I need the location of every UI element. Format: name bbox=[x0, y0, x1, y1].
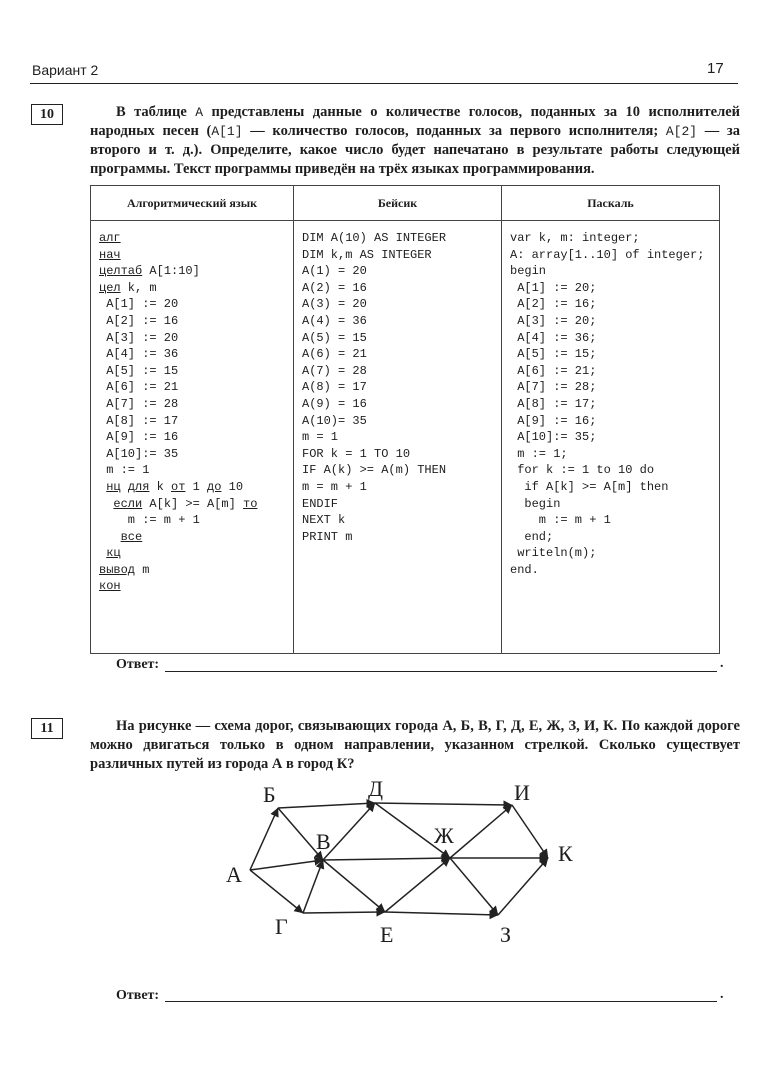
algorithmic-code-line: m := m + 1 bbox=[99, 513, 200, 528]
q10-answer-dot: . bbox=[720, 656, 724, 671]
pascal-code-line: A[5] := 15; bbox=[510, 347, 597, 362]
algorithmic-code-line: A[3] := 20 bbox=[99, 330, 179, 345]
q11-answer-line[interactable] bbox=[165, 1001, 717, 1002]
pascal-code-line: A[9] := 16; bbox=[510, 413, 597, 428]
pascal-code-line: end; bbox=[510, 529, 554, 544]
algorithmic-code-line: цел k, m bbox=[99, 280, 157, 295]
page-number: 17 bbox=[707, 60, 724, 77]
question-10-number: 10 bbox=[31, 104, 63, 125]
algorithmic-code-line: A[6] := 21 bbox=[99, 380, 179, 395]
algorithmic-code-line: целтаб A[1:10] bbox=[99, 264, 200, 279]
road-a-b bbox=[250, 808, 278, 870]
algorithmic-code-line: нц для k от 1 до 10 bbox=[106, 479, 244, 494]
algorithmic-code-line: алг bbox=[99, 231, 121, 245]
pascal-code-line: A[2] := 16; bbox=[510, 297, 597, 312]
basic-code-line: DIM A(10) AS INTEGER bbox=[302, 231, 447, 245]
city-zh: Ж bbox=[434, 823, 454, 848]
algorithmic-code-line: кон bbox=[99, 579, 121, 594]
q10-answer-label: Ответ: bbox=[116, 657, 160, 672]
q11-answer-label: Ответ: bbox=[116, 988, 160, 1003]
road-i-k bbox=[512, 805, 548, 858]
q10-text-1: В таблице bbox=[116, 104, 196, 120]
basic-code-line: A(10)= 35 bbox=[302, 413, 367, 428]
q10-array-a1: A[1] bbox=[211, 124, 243, 139]
basic-code-line: NEXT k bbox=[302, 513, 346, 528]
col-header-basic: Бейсик bbox=[294, 186, 502, 221]
road-zh-i bbox=[450, 805, 512, 858]
basic-code-line: A(5) = 15 bbox=[302, 330, 367, 345]
algorithmic-code-line: A[2] := 16 bbox=[99, 313, 179, 328]
question-11-number: 11 bbox=[31, 718, 63, 739]
city-z: З bbox=[500, 922, 512, 947]
pascal-code-line: writeln(m); bbox=[510, 546, 597, 561]
city-b: Б bbox=[263, 782, 276, 807]
pascal-code-line: for k := 1 to 10 do bbox=[510, 463, 655, 478]
q10-text-3: — количество голосов, поданных за первого исполнителя; bbox=[242, 123, 666, 139]
city-k: К bbox=[558, 841, 573, 866]
road-g-v bbox=[303, 860, 323, 913]
basic-code-line: A(4) = 36 bbox=[302, 313, 367, 328]
algorithmic-code-line: нач bbox=[99, 247, 121, 262]
algorithmic-code-line: все bbox=[120, 529, 143, 544]
question-11-text: На рисунке — схема дорог, связывающих города А, Б, В, Г, Д, Е, Ж, З, И, К. По каждой дороге можно двигаться только в одном направлении, указанном стрелкой. Сколько существует различных путей из города А в город К? bbox=[90, 718, 740, 772]
road-e-zh bbox=[385, 858, 450, 912]
city-v: В bbox=[316, 829, 331, 854]
road-v-e bbox=[323, 860, 385, 912]
pascal-code-line: begin bbox=[510, 496, 561, 511]
city-g: Г bbox=[275, 914, 288, 939]
algorithmic-code-line: A[5] := 15 bbox=[99, 363, 179, 378]
pascal-code-line: A[7] := 28; bbox=[510, 380, 597, 395]
basic-code-line: PRINT m bbox=[302, 529, 353, 544]
col-header-pascal: Паскаль bbox=[502, 186, 720, 221]
q10-text-4: — за второго и т. д.). Определите, какое число будет напечатано в результате работы следующей программы. Текст программы приведён на трёх языках программирования. bbox=[90, 123, 741, 177]
basic-code-line: A(6) = 21 bbox=[302, 347, 367, 362]
pascal-code-line: A[6] := 21; bbox=[510, 363, 597, 378]
algorithmic-code-line: если A[k] >= A[m] то bbox=[113, 496, 258, 511]
basic-code-line: A(1) = 20 bbox=[302, 264, 367, 279]
road-b-d bbox=[278, 803, 375, 808]
road-g-e bbox=[303, 912, 385, 913]
road-e-z bbox=[385, 912, 498, 915]
basic-code-line: A(9) = 16 bbox=[302, 396, 367, 411]
pascal-code-line: if A[k] >= A[m] then bbox=[510, 479, 669, 494]
basic-code-line: A(8) = 17 bbox=[302, 380, 367, 395]
pascal-code-line: m := m + 1 bbox=[510, 513, 611, 528]
city-i: И bbox=[514, 780, 530, 805]
header-variant: Вариант 2 bbox=[32, 62, 99, 78]
pascal-code-line: m := 1; bbox=[510, 446, 568, 461]
city-a: А bbox=[226, 862, 242, 887]
algorithmic-code-line: m := 1 bbox=[99, 463, 150, 478]
pascal-code-line: A[10]:= 35; bbox=[510, 430, 597, 445]
col-header-algorithmic: Алгоритмический язык bbox=[91, 186, 294, 221]
algorithmic-code-line: A[1] := 20 bbox=[99, 297, 179, 312]
q10-array-name: A bbox=[195, 105, 204, 120]
basic-code-line: A(7) = 28 bbox=[302, 363, 367, 378]
basic-code-line: m = 1 bbox=[302, 430, 339, 445]
basic-code-line: FOR k = 1 TO 10 bbox=[302, 446, 411, 461]
road-a-g bbox=[250, 870, 303, 913]
road-v-zh bbox=[323, 858, 450, 860]
basic-code-line: m = m + 1 bbox=[302, 479, 367, 494]
algorithmic-code-line: A[8] := 17 bbox=[99, 413, 179, 428]
pascal-code-line: A[1] := 20; bbox=[510, 280, 597, 295]
algorithmic-code-line: вывод m bbox=[99, 562, 150, 577]
city-e: Е bbox=[380, 922, 394, 947]
basic-code-line: IF A(k) >= A(m) THEN bbox=[302, 463, 447, 478]
road-v-d bbox=[323, 803, 375, 860]
road-a-v bbox=[250, 860, 323, 870]
algorithmic-code-line: A[10]:= 35 bbox=[99, 446, 179, 461]
road-d-i bbox=[375, 803, 512, 805]
pascal-code-line: A[8] := 17; bbox=[510, 396, 597, 411]
road-zh-z bbox=[450, 858, 498, 915]
algorithmic-code-line: кц bbox=[106, 546, 121, 561]
q10-array-a2: A[2] bbox=[665, 124, 698, 139]
pascal-code-line: begin bbox=[510, 264, 547, 279]
road-z-k bbox=[498, 858, 548, 915]
city-d: Д bbox=[368, 776, 384, 801]
basic-code-line: DIM k,m AS INTEGER bbox=[302, 247, 432, 262]
q11-answer-dot: . bbox=[720, 987, 724, 1002]
pascal-code-line: A: array[1..10] of integer; bbox=[510, 247, 705, 262]
basic-code-line: ENDIF bbox=[302, 496, 339, 511]
basic-code-line: A(3) = 20 bbox=[302, 297, 367, 312]
basic-code-line: A(2) = 16 bbox=[302, 280, 367, 295]
pascal-code-line: A[4] := 36; bbox=[510, 330, 597, 345]
algorithmic-code-line: A[9] := 16 bbox=[99, 430, 179, 445]
pascal-code-line: end. bbox=[510, 562, 539, 577]
algorithmic-code-line: A[4] := 36 bbox=[99, 347, 179, 362]
algorithmic-code-line: A[7] := 28 bbox=[99, 396, 179, 411]
q10-text-2: представлены данные о количестве голосов, поданных за 10 исполнителей народных песен ( bbox=[90, 104, 741, 139]
pascal-code-line: var k, m: integer; bbox=[510, 231, 640, 245]
pascal-code-line: A[3] := 20; bbox=[510, 313, 597, 328]
